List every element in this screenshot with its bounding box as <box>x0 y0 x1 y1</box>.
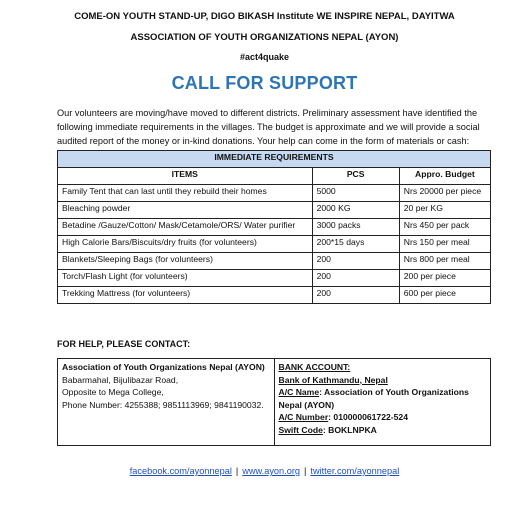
org-name-header: ASSOCIATION OF YOUTH ORGANIZATIONS NEPAL (AYON) <box>130 32 399 43</box>
contact-address-line: Opposite to Mega College, <box>62 387 164 397</box>
budget-cell: Nrs 150 per meal <box>399 236 490 253</box>
column-header-items: ITEMS <box>58 168 313 185</box>
table-row <box>58 202 491 219</box>
contact-table <box>57 358 491 446</box>
account-name-label: A/C Name <box>278 387 320 397</box>
budget-cell: 600 per piece <box>399 287 490 304</box>
item-cell: Torch/Flash Light (for volunteers) <box>58 270 313 287</box>
budget-cell: 20 per KG <box>399 202 490 219</box>
org-header-line: COME-ON YOUTH STAND-UP, DIGO BIKASH Institute WE INSPIRE NEPAL, DAYITWA <box>74 11 455 22</box>
pcs-cell: 2000 KG <box>312 202 399 219</box>
account-number <box>279 411 487 424</box>
swift-code-label: Swift Code <box>278 424 323 435</box>
hashtag: #act4quake <box>239 52 290 62</box>
requirements-table <box>57 150 491 304</box>
website-link[interactable]: www.ayon.org <box>242 466 300 476</box>
twitter-link[interactable]: twitter.com/ayonnepal <box>310 466 400 476</box>
pcs-cell: 200 <box>312 270 399 287</box>
contact-org-name: Association of Youth Organizations Nepal (AYON) <box>62 362 265 372</box>
contact-address-line: Babarmahal, Bijulibazar Road, <box>62 374 179 385</box>
contact-phone: Phone Number: 4255388; 9851113969; 9841190032. <box>62 399 264 410</box>
budget-cell: Nrs 800 per meal <box>399 253 490 270</box>
bank-name: Bank of Kathmandu, Nepal <box>278 374 388 385</box>
item-cell: Trekking Mattress (for volunteers) <box>58 287 313 304</box>
item-cell: Family Tent that can last until they rebuild their homes <box>58 185 313 202</box>
page-title: CALL FOR SUPPORT <box>171 73 358 93</box>
account-number-label: A/C Number <box>278 412 329 422</box>
budget-cell: Nrs 20000 per piece <box>399 185 490 202</box>
column-header-budget: Appro. Budget <box>399 168 490 185</box>
column-header-pcs: PCS <box>312 168 399 185</box>
contact-cell <box>58 359 275 446</box>
pcs-cell: 200*15 days <box>312 236 399 253</box>
table-row <box>58 270 491 287</box>
account-name-value: : Association of Youth Organizations Nepal (AYON) <box>278 387 469 410</box>
budget-cell: 200 per piece <box>399 270 490 287</box>
table-row <box>58 287 491 304</box>
pcs-cell: 5000 <box>312 185 399 202</box>
item-cell: Blankets/Sleeping Bags (for volunteers) <box>58 253 313 270</box>
link-separator: | <box>235 466 239 476</box>
table-row <box>58 253 491 270</box>
link-separator: | <box>304 466 307 476</box>
account-name <box>279 386 487 411</box>
bank-account-cell <box>274 359 491 446</box>
swift-code <box>279 424 487 437</box>
pcs-cell: 200 <box>312 287 399 304</box>
requirements-caption: IMMEDIATE REQUIREMENTS <box>58 151 491 168</box>
help-contact-label: FOR HELP, PLEASE CONTACT: <box>57 339 191 349</box>
table-row <box>58 185 491 202</box>
item-cell: Betadine /Gauze/Cotton/ Mask/Cetamole/ORS/ Water purifier <box>58 219 313 236</box>
account-number-value: : 010000061722-524 <box>328 412 408 422</box>
item-cell: High Calorie Bars/Biscuits/dry fruits (for volunteers) <box>58 236 313 253</box>
intro-paragraph: Our volunteers are moving/have moved to different districts. Preliminary assessment have identified the following immediate requirements in the villages. The budget is approximate and we will provide a social audited report of the money or in-kind donations. Your help can come in the form of materials or cash: <box>57 108 480 146</box>
table-row <box>58 219 491 236</box>
bank-heading: BANK ACCOUNT: <box>278 362 351 372</box>
pcs-cell: 3000 packs <box>312 219 399 236</box>
swift-code-value: : BOKLNPKA <box>322 424 377 435</box>
pcs-cell: 200 <box>312 253 399 270</box>
budget-cell: Nrs 450 per pack <box>399 219 490 236</box>
facebook-link[interactable]: facebook.com/ayonnepal <box>129 466 232 476</box>
item-cell: Bleaching powder <box>58 202 313 219</box>
footer-links <box>0 466 529 476</box>
table-row <box>58 236 491 253</box>
